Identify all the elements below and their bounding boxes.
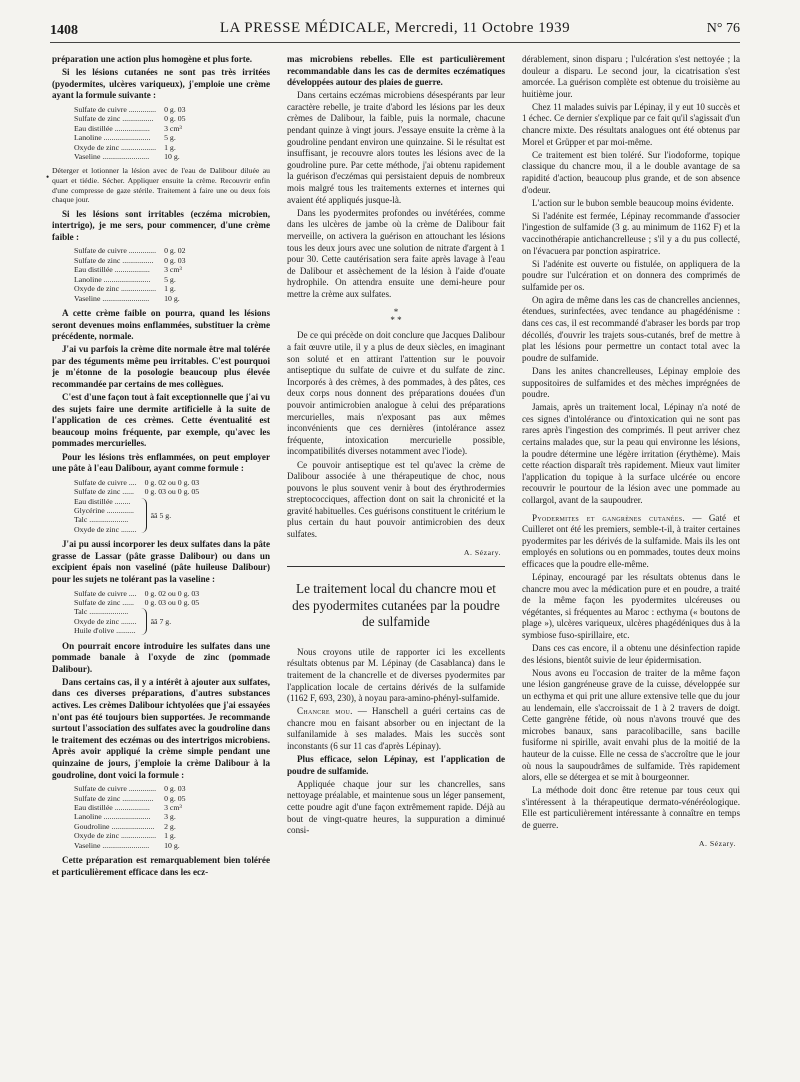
paragraph: On agira de même dans les cas de chancrelles anciennes, étendues, surinfectées, avec tendance au phagédénisme : dans ces cas, il est recommandé d'abraser les bords par trop décollés, d'ouvrir les trajets sous-cutanés, bref de mettre à plat les lésions pour permettre un contact total avec la poudre de sulfamide. bbox=[522, 294, 740, 363]
formula-row bbox=[74, 812, 188, 821]
ingredient: Eau distillée ........ bbox=[74, 496, 131, 506]
formula-row bbox=[74, 589, 201, 598]
quantity: 1 g. bbox=[164, 284, 176, 294]
paragraph: Nous croyons utile de rapporter ici les excellents résultats obtenus par M. Lépinay (de Casablanca) dans le traitement de la chancrelle et de diverses pyodermites par l'application locale de certains dérivés de la sulfamide (1162 F, 693, 230), à noyau para-amino-phényl-sulfamide. bbox=[287, 646, 505, 704]
paragraph: mas microbiens rebelles. Elle est particulièrement recommandable dans les cas de dermites eczématiques développées autour des plaies de guerre. bbox=[287, 54, 505, 88]
quantity: 0 g. 02 ou 0 g. 03 bbox=[144, 477, 200, 487]
paragraph: Si les lésions cutanées ne sont pas très irritées (pyodermites, ulcères variqueux), j'emploie une crème ayant la formule suivante : bbox=[52, 67, 270, 101]
ingredient: Goudroline ...................... bbox=[74, 821, 155, 831]
quantity: 0 g. 02 ou 0 g. 03 bbox=[144, 588, 200, 598]
ingredient: Sulfate de zinc ................ bbox=[74, 793, 154, 803]
formula-table bbox=[74, 784, 188, 850]
ingredient: Sulfate de cuivre .............. bbox=[74, 784, 157, 794]
paragraph: Lépinay, encouragé par les résultats obtenus dans le chancre mou avec la médication pure et en poudre, a traité de la même façon les pyodermites ulcéreuses ou végétantes, si fréquentes au Maroc : ecthyma (« boutons de plage »), ulcères variqueux, ulcères phagédéniques dus à la symbiose fuso-spirillaire, etc. bbox=[522, 572, 740, 640]
column-middle bbox=[287, 54, 505, 1069]
paragraph: Chez 11 malades suivis par Lépinay, il y eut 10 succès et 1 échec. Ce dernier s'explique par ce fait qu'il s'agissait d'un chancre mixte. Des résultats analogues ont été obtenus par Morel et Grüpper et par moi-même. bbox=[522, 101, 740, 147]
ingredient: Vaseline ........................ bbox=[74, 840, 150, 850]
ingredient: Huile d'olive .......... bbox=[74, 626, 136, 636]
ingredient: Talc .................... bbox=[74, 515, 129, 525]
formula-row bbox=[74, 841, 188, 850]
formula-row bbox=[74, 284, 188, 293]
column-left bbox=[52, 54, 270, 1069]
formula-row bbox=[74, 152, 188, 161]
brace-lines bbox=[74, 607, 137, 635]
section-lead: Pyodermites et gangrènes cutanées. bbox=[532, 512, 685, 523]
quantity: 10 g. bbox=[164, 840, 180, 850]
ingredient: Sulfate de zinc ...... bbox=[74, 597, 134, 607]
ingredient: Oxyde de zinc ........ bbox=[74, 524, 137, 534]
formula-table bbox=[74, 589, 201, 608]
quantity: 0 g. 02 bbox=[164, 246, 186, 256]
paragraph: Dans les pyodermites profondes ou invétérées, comme dans les ulcères de jambe où la crème de Dalibour fait merveille, on activera la guérison en attouchant les lésions tous les deux jours avec une solution de nitrate d'argent à 1 pour 30. Cette cautérisation sera faite après lavage à l'eau de Dalibour et assèchement de la lésion à l'aide d'ouate hydrophile. On attendra ensuite une demi-heure pour mettre la crème aux sulfates. bbox=[287, 207, 505, 299]
quantity: 10 g. bbox=[164, 151, 180, 161]
paragraph: Si l'adénite est ouverte ou fistulée, on appliquera de la poudre sur l'ulcération et on donnera des comprimés de sulfamide per os. bbox=[522, 258, 740, 292]
quantity: 0 g. 03 ou 0 g. 05 bbox=[144, 597, 200, 607]
ingredient: Oxyde de zinc .................. bbox=[74, 142, 157, 152]
ingredient: Sulfate de cuivre .... bbox=[74, 588, 137, 598]
brace-label: ââ 7 g. bbox=[150, 616, 172, 626]
paragraph: Ce pouvoir antiseptique est tel qu'avec la crème de Dalibour associée à une thérapeutique de choc, nous pouvons le plus souvent venir à bout des érythrodermies streptococciques, affection dont on sait la chronicité et la gravité habituelles. Ces guérisons constituent le critérium le plus certain du haut pouvoir antimicrobien des deux sulfates. bbox=[287, 459, 505, 540]
paragraph: A cette crème faible on pourra, quand les lésions seront devenues moins enflammées, substituer la crème précédente, normale. bbox=[52, 307, 270, 342]
formula-row bbox=[74, 803, 188, 812]
quantity: 3 cm³ bbox=[164, 803, 182, 812]
paragraph: Si les lésions sont irritables (eczéma microbien, intertrigo), je me sers, pour commencer, d'une crème faible : bbox=[52, 208, 270, 242]
page-number: 1408 bbox=[50, 23, 78, 38]
quantity: 3 g. bbox=[164, 812, 176, 822]
paragraph: Dans les anites chancrelleuses, Lépinay emploie des suppositoires de sulfamides et des mèches imprégnées de poudre. bbox=[522, 365, 740, 400]
paragraph: Dans certains cas, il y a intérêt à ajouter aux sulfates, dans ces diverses préparations, d'autres substances actives. Les crèmes Dalibour ichtyolées que j'ai essayées n'ont pas été toujours bien supportées. Je recommande surtout l'association des sulfates avec la goudroline dans le traitement des eczémas ou des intertrigos microbiens. Après avoir appliqué la crème simple pendant une quinzaine de jours, j'emploie la crème Dalibour à la goudroline, dont voici la formule : bbox=[52, 676, 270, 780]
paragraph: La méthode doit donc être retenue par tous ceux qui s'intéressent à la thérapeutique dermato-vénéréologique. Elle est particulièrement intéressante à connaître en temps de guerre. bbox=[522, 785, 740, 830]
formula-row bbox=[74, 794, 188, 803]
paragraph: dérablement, sinon disparu ; l'ulcération s'est nettoyée ; la douleur a disparu. Le second jour, la cicatrisation s'est amorcée. La guérison complète est obtenue du troisième au huitième jour. bbox=[522, 54, 740, 99]
column-right bbox=[522, 54, 740, 1069]
formula-row bbox=[74, 598, 201, 607]
quantity: 2 g. bbox=[164, 821, 176, 831]
quantity: 0 g. 03 ou 0 g. 05 bbox=[144, 487, 200, 497]
formula-row bbox=[74, 784, 188, 793]
ingredient: Vaseline ........................ bbox=[74, 293, 150, 303]
brace-label: ââ 5 g. bbox=[150, 510, 172, 520]
section-stars bbox=[287, 308, 505, 324]
ingredient: Sulfate de cuivre .... bbox=[74, 477, 137, 487]
journal-title: LA PRESSE MÉDICALE, Mercredi, 11 Octobre 1939 bbox=[219, 20, 571, 36]
quantity: 5 g. bbox=[164, 274, 176, 284]
formula-brace-table bbox=[74, 478, 270, 534]
paragraph bbox=[522, 513, 740, 571]
paragraph: On pourrait encore introduire les sulfates dans une pommade banale à l'oxyde de zinc (pommade Dalibour). bbox=[52, 640, 270, 674]
formula-row bbox=[74, 246, 188, 255]
ingredient: Oxyde de zinc .................. bbox=[74, 284, 157, 294]
signature: A. Sézary. bbox=[463, 547, 501, 557]
formula-row bbox=[74, 124, 188, 133]
brace-lines bbox=[74, 497, 137, 535]
divider bbox=[287, 566, 505, 567]
quantity: 3 cm³ bbox=[164, 123, 182, 133]
star-top: * bbox=[393, 307, 399, 318]
paragraph: Ce traitement est bien toléré. Sur l'iodoforme, topique classique du chancre mou, il a le double avantage de sa rapidité d'action, beaucoup plus grande, et de son absence d'odeur. bbox=[522, 149, 740, 195]
quantity: 0 g. 03 bbox=[164, 255, 186, 265]
article-title: Le traitement local du chancre mou et des pyodermites cutanées par la poudre de sulfamide bbox=[292, 581, 500, 630]
running-header bbox=[50, 20, 740, 43]
quantity: 0 g. 05 bbox=[164, 793, 186, 803]
paragraph: Jamais, après un traitement local, Lépinay n'a noté de ces signes d'intolérance ou d'intoxication qui ne sont pas rares après l'ingestion des comprimés. Il peut arriver chez certains malades que, sur la peau qui environne les lésions, la poudre détermine une légère irritation (érythème). Mais cette réaction disparaît très rapidement. Mieux vaut limiter l'application du topique à la surface ulcérée ou encore recouvrir le pourtour de la lésion avec une pommade au collargol, avant de la saupoudrer. bbox=[522, 402, 740, 505]
note bbox=[52, 166, 270, 204]
paragraph: préparation une action plus homogène et plus forte. bbox=[52, 54, 253, 64]
quantity: 0 g. 03 bbox=[164, 104, 186, 114]
note-text: Déterger et lotionner la lésion avec de l'eau de Dalibour diluée au quart et tiédie. Sécher. Appliquer ensuite la crème. Recouvrir enfin d'une compresse de gaze stérile. Traitement à faire une ou deux fois chaque jour. bbox=[52, 166, 270, 205]
ingredient: Sulfate de cuivre .............. bbox=[74, 246, 157, 256]
ingredient: Lanoline ........................ bbox=[74, 812, 151, 822]
quantity: 1 g. bbox=[164, 831, 176, 841]
brace-group bbox=[74, 607, 270, 635]
quantity: 0 g. 03 bbox=[164, 784, 186, 794]
paragraph: J'ai pu aussi incorporer les deux sulfates dans la pâte grasse de Lassar (pâte grasse Dalibour) ou dans un excipient épais non vaseliné (pâte huileuse Dalibour) pour les sujets ne tolérant pas la vaseline : bbox=[52, 539, 270, 584]
formula-row bbox=[74, 487, 201, 496]
formula-row bbox=[74, 275, 188, 284]
paragraph-text: — Gaté et Cuilleret ont été les premiers, semble-t-il, à traiter certaines pyodermites par les dérivés de la sulfamide. Mais ils les ont employés en solutions ou en pommades, toutes deux moins efficaces que la poudre elle-même. bbox=[522, 512, 740, 569]
signature: A. Sézary. bbox=[698, 838, 736, 848]
formula-row bbox=[74, 133, 188, 142]
section-lead: Chancre mou. bbox=[297, 706, 353, 717]
ingredient: Sulfate de cuivre .............. bbox=[74, 104, 157, 114]
paragraph: C'est d'une façon tout à fait exceptionnelle que j'ai vu des sujets faire une dermite artificielle à la suite de l'application de ces crèmes. Cette éventualité est beaucoup moins fréquente, par exemple, qu'avec les pommades mercurielles. bbox=[52, 392, 270, 449]
paragraph: Pour les lésions très enflammées, on peut employer une pâte à l'eau Dalibour, ayant comme formule : bbox=[52, 451, 270, 474]
formula-table bbox=[74, 246, 188, 302]
ingredient: Eau distillée .................. bbox=[74, 265, 150, 275]
ingredient: Eau distillée .................. bbox=[74, 803, 150, 812]
ingredient: Eau distillée .................. bbox=[74, 123, 150, 133]
formula-row bbox=[74, 114, 188, 123]
margin-bullet: • bbox=[46, 172, 50, 182]
star-bottom: * * bbox=[390, 315, 402, 326]
formula-row bbox=[74, 256, 188, 265]
formula-row bbox=[74, 822, 188, 831]
ingredient: Sulfate de zinc ................ bbox=[74, 255, 154, 265]
formula-row bbox=[74, 478, 201, 487]
ingredient: Sulfate de zinc ...... bbox=[74, 487, 134, 497]
formula-row bbox=[74, 265, 188, 274]
issue-number: N° 76 bbox=[706, 21, 740, 36]
ingredient: Oxyde de zinc .................. bbox=[74, 831, 157, 841]
formula-row bbox=[74, 294, 188, 303]
quantity: 0 g. 05 bbox=[164, 114, 186, 124]
ingredient: Oxyde de zinc ........ bbox=[74, 616, 137, 626]
ingredient: Talc .................... bbox=[74, 607, 129, 617]
paragraph: Nous avons eu l'occasion de traiter de la même façon une lésion gangréneuse grave de la cuisse, développée sur un ecthyma et qui prit une allure extensive telle que du jour au lendemain, elle s'accroissait de 1 à 2 travers de doigt. Cette gangrène fétide, où nous n'avons trouvé que des microbes banaux, sans paracolibacille, sans bacille fusiforme ni spirille, avait envahi plus de la moitié de la hauteur de la cuisse. Elle ne cessa de s'accroître que le jour où nous la saupoudrâmes de sulfamide. Très rapidement alors, elle se détergea et se mit à bourgeonner. bbox=[522, 667, 740, 783]
ingredient: Lanoline ........................ bbox=[74, 133, 151, 143]
brace-group bbox=[74, 497, 270, 535]
paragraph: Si l'adénite est fermée, Lépinay recommande d'associer l'ingestion de sulfamide (3 g. au minimum de 1162 F) et la vaccinothérapie antichancrelleuse ; s'il y a du pus collecté, on l'évacuera par ponction aspiratrice. bbox=[522, 210, 740, 256]
paragraph: De ce qui précède on doit conclure que Jacques Dalibour a fait œuvre utile, il y a plus de deux siècles, en imaginant son soluté et en attirant l'attention sur le pouvoir antiseptique du sulfate de cuivre et du sulfate de zinc. Incorporés à des crèmes, à des pommades, à des pâtes, ces deux corps nous donnent des préparations douées d'un pouvoir antimicrobien analogue à celui des préparations mercurielles, mais n'exposant pas aux mêmes inconvénients que ces dernières (intolérance assez fréquente, intoxication mercurielle possible, incompatibilités diverses notamment avec l'iode). bbox=[287, 330, 505, 457]
paragraph: Cette préparation est remarquablement bien tolérée et particulièrement efficace dans les ecz- bbox=[52, 855, 270, 877]
ingredient: Glycérine .............. bbox=[74, 505, 134, 515]
ingredient: Sulfate de zinc ................ bbox=[74, 114, 154, 124]
paragraph: Dans ces cas encore, il a obtenu une désinfection rapide des lésions, bientôt suivie de leur épidermisation. bbox=[522, 643, 740, 665]
paragraph: J'ai vu parfois la crème dite normale être mal tolérée par des téguments même peu irritables. C'est pourquoi je m'étonne de la posologie beaucoup plus élevée recommandée par certains de mes collègues. bbox=[52, 344, 270, 389]
paragraph bbox=[287, 706, 505, 752]
formula-table bbox=[74, 105, 188, 161]
formula-table bbox=[74, 478, 201, 497]
formula-row bbox=[74, 831, 188, 840]
quantity: 10 g. bbox=[164, 293, 180, 303]
paragraph: L'action sur le bubon semble beaucoup moins évidente. bbox=[532, 197, 734, 208]
paragraph: Plus efficace, selon Lépinay, est l'application de poudre de sulfamide. bbox=[287, 754, 505, 776]
formula-brace-table bbox=[74, 589, 270, 636]
paragraph-text: — Hanschell a guéri certains cas de chancre mou en faisant absorber ou en injectant de la sulfanilamide à ses malades. Mais les succès sont inconstants (6 sur 11 cas d'après Lépinay). bbox=[287, 706, 505, 751]
ingredient: Vaseline ........................ bbox=[74, 151, 150, 161]
paragraph: Dans certains eczémas microbiens désespérants par leur caractère rebelle, je traite d'abord les lésions par les deux crèmes de Dalibour, la faible, puis la normale, chacune pendant quinze à vingt jours. J'essaye ensuite la crème à la goudroline pendant environ une quinzaine. Si le résultat est insuffisant, je recouvre alors toutes les lésions avec de la goudroline pure. Par cette méthode, j'ai obtenu rapidement la guérison d'eczémas qui persistaient depuis de nombreux mois malgré tous les traitements externes et internes qui avaient été appliqués jusque-là. bbox=[287, 90, 505, 205]
quantity: 5 g. bbox=[164, 133, 176, 143]
paragraph: Appliquée chaque jour sur les chancrelles, sans nettoyage préalable, et maintenue sous un léger pansement, cette poudre agit d'une façon extrêmement rapide. Déjà au bout de vingt-quatre heures, la suppuration a diminué consi- bbox=[287, 778, 505, 836]
brace bbox=[140, 498, 147, 534]
brace bbox=[140, 608, 147, 634]
formula-row bbox=[74, 105, 188, 114]
quantity: 3 cm³ bbox=[164, 265, 182, 275]
quantity: 1 g. bbox=[164, 142, 176, 152]
ingredient: Lanoline ........................ bbox=[74, 274, 151, 284]
formula-row bbox=[74, 143, 188, 152]
